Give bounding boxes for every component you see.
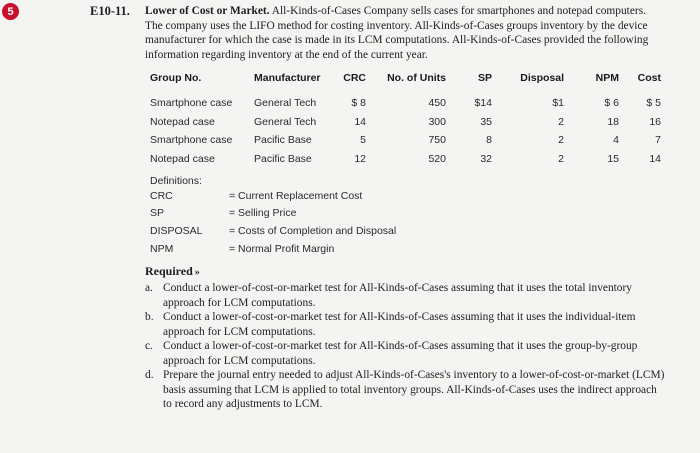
list-item [145,281,665,310]
cell-group: Notepad case [150,115,215,128]
header-npm: NPM [595,72,619,84]
cell-sp: 32 [480,153,492,166]
definition-item [150,205,396,223]
header-crc: CRC [343,72,366,84]
part-letter: d. [145,369,154,381]
cell-crc: 5 [360,134,366,147]
part-letter: b. [145,311,154,323]
cell-units: 750 [428,134,446,147]
definition-meaning: = Current Replacement Cost [229,189,363,202]
definitions-title: Definitions: [150,175,202,187]
cell-disposal: $1 [552,97,564,110]
cell-disposal: 2 [558,153,564,166]
exercise-badge-icon: 5 [2,3,19,20]
cell-disposal: 2 [558,115,564,128]
header-disposal: Disposal [520,72,564,84]
definition-item [150,240,396,258]
cell-group: Notepad case [150,153,215,166]
required-parts-list [145,281,665,412]
definition-abbr: CRC [150,189,173,202]
definition-abbr: SP [150,207,165,220]
table-row [150,94,661,113]
cell-units: 520 [428,153,446,166]
header-group-no: Group No. [150,72,202,84]
cell-crc: $ 8 [351,97,366,110]
cell-units: 300 [428,115,446,128]
cell-manufacturer: Pacific Base [254,153,312,166]
cell-npm: 18 [607,115,619,128]
exercise-number: E10-11. [90,4,130,18]
cell-group: Smartphone case [150,97,233,110]
header-sp: SP [477,72,492,84]
cell-sp: 8 [486,134,492,147]
definition-item [150,187,396,205]
cell-npm: 15 [607,153,619,166]
cell-manufacturer: General Tech [254,97,317,110]
required-label: Required [145,264,193,278]
cell-manufacturer: General Tech [254,115,317,128]
table-row [150,131,661,150]
cell-npm: $ 6 [604,97,619,110]
definition-item [150,222,396,240]
part-text: Conduct a lower-of-cost-or-market test for All-Kinds-of-Cases assuming that it uses the group-by-group approach for LCM computations. [163,340,638,367]
part-text: Prepare the journal entry needed to adjust All-Kinds-of-Cases's inventory to a lower-of-cost-or-market (LCM) basis assuming that LCM is applied to total inventory groups. All-Kinds-of-Cases uses the indirect approach to record any adjustments to LCM. [163,369,665,410]
cell-crc: 12 [354,153,366,166]
part-letter: a. [145,282,153,294]
list-item [145,368,665,412]
exercise-intro [145,4,665,62]
list-item [145,339,665,368]
definition-abbr: NPM [150,242,174,255]
cell-cost: 7 [655,134,661,147]
header-cost: Cost [637,72,661,84]
definition-abbr: DISPOSAL [150,224,203,237]
cell-manufacturer: Pacific Base [254,134,312,147]
definition-meaning: = Costs of Completion and Disposal [229,224,397,237]
exercise-intro-text: All-Kinds-of-Cases Company sells cases for smartphones and notepad computers. The company uses the LIFO method for costing inventory. All-Kinds-of-Cases groups inventory by the device manufacturer for which the case is made in its LCM computations. All-Kinds-of-Cases provided the following information regarding inventory at the end of the current year. [145,5,649,61]
cell-disposal: 2 [558,134,564,147]
cell-units: 450 [428,97,446,110]
double-chevron-icon: » [194,267,200,278]
definition-meaning: = Selling Price [229,207,297,220]
header-manufacturer: Manufacturer [254,72,321,84]
exercise-title: Lower of Cost or Market. [145,5,270,17]
cell-cost: $ 5 [646,97,661,110]
table-row [150,113,661,132]
part-text: Conduct a lower-of-cost-or-market test for All-Kinds-of-Cases assuming that it uses the total inventory approach for LCM computations. [163,282,632,309]
part-letter: c. [145,340,153,352]
inventory-table [150,72,661,168]
header-units: No. of Units [387,72,446,84]
cell-sp: 35 [480,115,492,128]
cell-npm: 4 [613,134,619,147]
definition-meaning: = Normal Profit Margin [229,242,335,255]
cell-cost: 14 [649,153,661,166]
cell-sp: $14 [474,97,492,110]
cell-group: Smartphone case [150,134,233,147]
definitions-block [150,175,396,257]
cell-cost: 16 [649,115,661,128]
required-heading [145,264,200,279]
list-item [145,310,665,339]
table-header-row [150,72,661,94]
cell-crc: 14 [354,115,366,128]
part-text: Conduct a lower-of-cost-or-market test for All-Kinds-of-Cases assuming that it uses the individual-item approach for LCM computations. [163,311,636,338]
table-row [150,150,661,169]
